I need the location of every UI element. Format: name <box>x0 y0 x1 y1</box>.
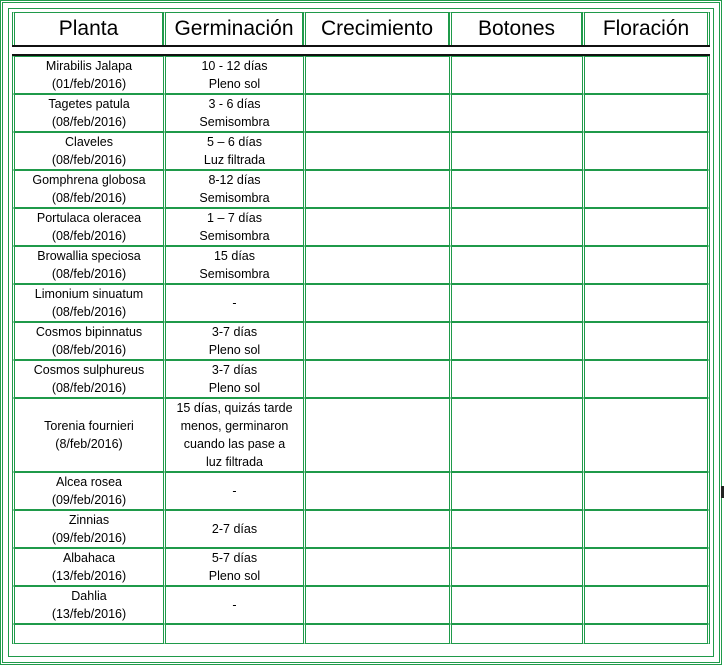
germination-text: 3-7 días <box>211 325 258 339</box>
plant-name: Mirabilis Jalapa <box>45 59 133 73</box>
cell-floracion[interactable] <box>582 510 710 548</box>
cell-floracion[interactable] <box>582 56 710 94</box>
germination-text: cuando las pase a <box>183 437 286 451</box>
cell-planta[interactable] <box>12 510 163 548</box>
cell-germinacion[interactable] <box>163 586 303 624</box>
cell-floracion[interactable] <box>582 132 710 170</box>
cell-floracion[interactable] <box>582 208 710 246</box>
plant-name: Albahaca <box>62 551 116 565</box>
cell-botones[interactable] <box>449 170 582 208</box>
cell-planta[interactable] <box>12 548 163 586</box>
header-planta[interactable]: Planta <box>12 12 163 45</box>
cell-planta[interactable] <box>12 170 163 208</box>
germination-text: Semisombra <box>199 115 270 129</box>
germination-text: Pleno sol <box>208 77 261 91</box>
cell-crecimiento[interactable] <box>303 132 449 170</box>
table-row <box>12 322 710 360</box>
cell-crecimiento[interactable] <box>303 548 449 586</box>
cell-floracion[interactable] <box>582 624 710 644</box>
table-row <box>12 94 710 132</box>
plant-name: Zinnias <box>68 513 110 527</box>
table-row <box>12 510 710 548</box>
cell-crecimiento[interactable] <box>303 360 449 398</box>
sow-date: (08/feb/2016) <box>51 343 127 357</box>
cell-planta[interactable] <box>12 246 163 284</box>
cell-germinacion[interactable] <box>163 322 303 360</box>
cell-germinacion[interactable] <box>163 548 303 586</box>
sow-date: (08/feb/2016) <box>51 267 127 281</box>
germination-text: Semisombra <box>199 267 270 281</box>
cell-germinacion[interactable] <box>163 398 303 472</box>
cell-floracion[interactable] <box>582 94 710 132</box>
cell-planta[interactable] <box>12 322 163 360</box>
cell-floracion[interactable] <box>582 246 710 284</box>
table-row <box>12 246 710 284</box>
sow-date: (08/feb/2016) <box>51 115 127 129</box>
empty-row <box>12 624 710 644</box>
germination-text: 15 días, quizás tarde <box>176 401 293 415</box>
cell-floracion[interactable] <box>582 472 710 510</box>
plant-name: Gomphrena globosa <box>32 173 146 187</box>
cell-crecimiento[interactable] <box>303 398 449 472</box>
cell-germinacion[interactable] <box>163 246 303 284</box>
cell-planta[interactable] <box>12 472 163 510</box>
table-row <box>12 472 710 510</box>
cell-botones[interactable] <box>449 208 582 246</box>
germination-text: - <box>232 296 237 310</box>
plant-name: Cosmos sulphureus <box>33 363 145 377</box>
cell-botones[interactable] <box>449 586 582 624</box>
table-row <box>12 284 710 322</box>
germination-text: 2-7 días <box>211 522 258 536</box>
sow-date: (08/feb/2016) <box>51 153 127 167</box>
cell-planta[interactable] <box>12 132 163 170</box>
header-germinacion[interactable]: Germinación <box>163 12 303 45</box>
cell-floracion[interactable] <box>582 360 710 398</box>
germination-text: - <box>232 598 237 612</box>
germination-text: Semisombra <box>199 229 270 243</box>
sow-date: (01/feb/2016) <box>51 77 127 91</box>
cell-floracion[interactable] <box>582 548 710 586</box>
plant-name: Cosmos bipinnatus <box>35 325 143 339</box>
sow-date: (08/feb/2016) <box>51 305 127 319</box>
germination-text: menos, germinaron <box>180 419 289 433</box>
cell-botones[interactable] <box>449 132 582 170</box>
germination-text: 10 - 12 días <box>201 59 268 73</box>
header-separator <box>12 45 710 56</box>
header-floracion[interactable]: Floración <box>582 12 710 45</box>
cell-floracion[interactable] <box>582 586 710 624</box>
cell-germinacion[interactable] <box>163 510 303 548</box>
germination-text: - <box>232 484 237 498</box>
cell-crecimiento[interactable] <box>303 586 449 624</box>
sow-date: (13/feb/2016) <box>51 607 127 621</box>
cell-germinacion[interactable] <box>163 94 303 132</box>
cell-crecimiento[interactable] <box>303 208 449 246</box>
cell-crecimiento[interactable] <box>303 170 449 208</box>
cell-floracion[interactable] <box>582 170 710 208</box>
germination-text: 3-7 días <box>211 363 258 377</box>
table-row <box>12 586 710 624</box>
table-row <box>12 548 710 586</box>
sow-date: (08/feb/2016) <box>51 229 127 243</box>
table-row <box>12 56 710 94</box>
plant-name: Alcea rosea <box>55 475 122 489</box>
cell-germinacion[interactable] <box>163 170 303 208</box>
header-row <box>12 12 710 45</box>
cell-floracion[interactable] <box>582 398 710 472</box>
plant-name: Claveles <box>65 135 113 149</box>
cell-germinacion[interactable] <box>163 284 303 322</box>
header-crecimiento[interactable]: Crecimiento <box>303 12 449 45</box>
cell-botones[interactable] <box>449 56 582 94</box>
plant-name: Limonium sinuatum <box>34 287 144 301</box>
cell-crecimiento[interactable] <box>303 284 449 322</box>
sow-date: (09/feb/2016) <box>51 531 127 545</box>
cell-planta[interactable] <box>12 586 163 624</box>
cell-crecimiento[interactable] <box>303 94 449 132</box>
plant-name: Browallia speciosa <box>37 249 141 263</box>
table-body <box>12 56 710 644</box>
germination-text: 8-12 días <box>208 173 261 187</box>
germination-text: 3 - 6 días <box>208 97 261 111</box>
germination-text: 5-7 días <box>211 551 258 565</box>
cell-planta[interactable] <box>12 208 163 246</box>
sow-date: (13/feb/2016) <box>51 569 127 583</box>
table-row <box>12 398 710 472</box>
sow-date: (8/feb/2016) <box>55 437 123 451</box>
header-botones[interactable]: Botones <box>449 12 582 45</box>
cell-crecimiento[interactable] <box>303 510 449 548</box>
cell-crecimiento[interactable] <box>303 472 449 510</box>
cell-planta[interactable] <box>12 94 163 132</box>
germination-text: luz filtrada <box>206 455 263 469</box>
plant-name: Torenia fournieri <box>44 419 134 433</box>
plant-name: Dahlia <box>71 589 107 603</box>
cell-botones[interactable] <box>449 246 582 284</box>
germination-text: Pleno sol <box>208 569 261 583</box>
plant-table <box>12 12 710 644</box>
plant-name: Tagetes patula <box>48 97 130 111</box>
cell-planta[interactable] <box>12 56 163 94</box>
cell-botones[interactable] <box>449 398 582 472</box>
cell-botones[interactable] <box>449 94 582 132</box>
cell-germinacion[interactable] <box>163 624 303 644</box>
germination-text: Luz filtrada <box>203 153 266 167</box>
cell-planta[interactable] <box>12 284 163 322</box>
table-row <box>12 132 710 170</box>
cell-crecimiento[interactable] <box>303 56 449 94</box>
cell-planta[interactable] <box>12 360 163 398</box>
cell-botones[interactable] <box>449 360 582 398</box>
sow-date: (08/feb/2016) <box>51 381 127 395</box>
plant-name: Portulaca oleracea <box>36 211 142 225</box>
cell-germinacion[interactable] <box>163 472 303 510</box>
cell-botones[interactable] <box>449 510 582 548</box>
cell-germinacion[interactable] <box>163 56 303 94</box>
germination-text: 1 – 7 días <box>207 211 262 225</box>
cell-planta[interactable] <box>12 624 163 644</box>
cursor-marker <box>721 486 724 498</box>
germination-text: Pleno sol <box>208 343 261 357</box>
cell-botones[interactable] <box>449 624 582 644</box>
cell-botones[interactable] <box>449 472 582 510</box>
table-row <box>12 208 710 246</box>
cell-germinacion[interactable] <box>163 360 303 398</box>
cell-floracion[interactable] <box>582 322 710 360</box>
cell-floracion[interactable] <box>582 284 710 322</box>
cell-germinacion[interactable] <box>163 208 303 246</box>
cell-crecimiento[interactable] <box>303 322 449 360</box>
cell-botones[interactable] <box>449 548 582 586</box>
cell-crecimiento[interactable] <box>303 624 449 644</box>
cell-botones[interactable] <box>449 322 582 360</box>
germination-text: 5 – 6 días <box>207 135 262 149</box>
germination-text: Pleno sol <box>208 381 261 395</box>
germination-text: 15 días <box>213 249 255 263</box>
table-row <box>12 170 710 208</box>
cell-planta[interactable] <box>12 398 163 472</box>
sow-date: (08/feb/2016) <box>51 191 127 205</box>
sow-date: (09/feb/2016) <box>51 493 127 507</box>
cell-botones[interactable] <box>449 284 582 322</box>
cell-crecimiento[interactable] <box>303 246 449 284</box>
germination-text: Semisombra <box>199 191 270 205</box>
table-row <box>12 360 710 398</box>
cell-germinacion[interactable] <box>163 132 303 170</box>
